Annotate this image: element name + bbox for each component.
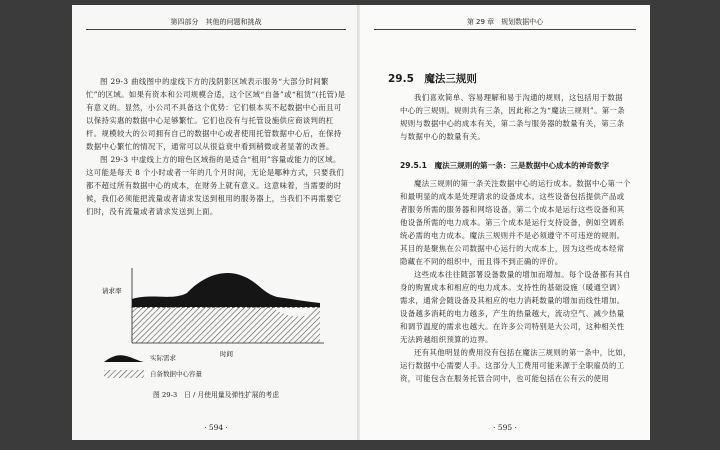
left-page-header: 第四部分 其他的问题和挑战	[86, 15, 346, 30]
demand-capacity-chart	[102, 263, 332, 363]
intro-paragraph: 我们喜欢简单、容易理解和易于沟通的规则，这包括用于数据中心的三规则。规则共有三条，因此称之为“魔法三规则”。第一条规则与数据中心的成本有关，第二条与服务器的数量有关，第三条与数据中心的数量有关。	[400, 93, 625, 141]
left-paragraph-2: 图 29-3 中虚线上方的暗色区域指的是适合“租用”容量或能力的区域。这可能是每天 8 个小时或者一年的几个月时间，无论是哪种方式，只要我们都不超过所有数据中心的成本，在财务上就有意义。这意味着，当需要的时候，我们必须能把流量或者请求发送到租用的服务器上，当我们不再需要它们时，没有流量或者请求发送到上面。	[86, 155, 345, 216]
subsection-title: 29.5.1 魔法三规则的第一条：三是数据中心成本的神奇数字	[400, 161, 610, 170]
right-page-body	[400, 177, 632, 385]
actual-demand-area	[132, 273, 320, 307]
right-paragraph-2: 这些成本往往随部署设备数量的增加而增加。每个设备都有其自身的购置成本和相应的电力成本。支持性的基础设施（暖通空调）需求，通常会随设备及其相应的电力消耗数量的增加而线性增加。设备越多消耗的电力越多，产生的热量越大，流动空气、减少热量和调节温度的需求也越大。在许多公司特别是大公司，这种相关性无法跨越组织预算的边界。	[400, 270, 631, 344]
figure-caption: 图 29-3 日 / 月使用量及弹性扩展的考虑	[153, 391, 279, 399]
demand-swatch	[104, 354, 144, 362]
right-intro	[400, 91, 630, 143]
left-page	[72, 5, 360, 440]
left-page-body	[86, 75, 346, 218]
legend-demand-label: 实际需求	[150, 354, 176, 362]
y-axis-label: 请求率	[102, 287, 122, 295]
legend-item-capacity	[104, 369, 202, 379]
x-axis-label: 时间	[220, 350, 233, 358]
right-paragraph-3: 还有其他明显的费用没有包括在魔法三规则的第一条中，比如，运行数据中心需要人手。这部分人工费用可能来源于全职雇员的工资，可能包含在服务托管合同中，也可能包括在公有云的使用	[400, 348, 631, 383]
right-paragraph-1: 魔法三规则的第一条关注数据中心的运行成本。数据中心第一个和最明显的成本是处理请求的设备成本。这些设备包括提供产品或者服务所需的服务器和网络设备。第二个成本是运行这些设备和其他设备所需的电力成本。第三个成本是运行支持设备，例如空调系统必需的电力成本。魔法三规则并不是必须遵守不可违逆的规则。其目的是聚焦在公司数据中心运行的大成本上，因为这些成本经常隐藏在不同的组织中，而且得不到正确的评价。	[400, 179, 631, 266]
section-title: 29.5 魔法三规则	[388, 73, 477, 85]
legend-capacity-label: 自备数据中心容量	[150, 370, 202, 378]
capacity-swatch	[104, 370, 144, 378]
right-page-header: 第 29 章 规划数据中心	[374, 15, 636, 30]
left-paragraph-1: 图 29-3 曲线图中的虚线下方的浅阴影区域表示服务“大部分时间繁忙”的区域。如果有资本和公司规模合适，这个区域“自备”或“租赁”(托管)是有意义的。显然，小公司不具备这个优势：它们根本买不起数据中心而且可以保持实惠的数据中心足够繁忙。它们也没有与托管设施供应商谈判的杠杆。规模较大的公司拥有自己的数据中心或者使用托管数据中心后，在保持数据中心繁忙的情况下，通常可以从很益衰中看到稍微或者显著的改善。	[86, 77, 346, 151]
right-page-number: · 595 ·	[493, 423, 517, 432]
left-page-number: · 594 ·	[204, 423, 228, 432]
legend-item-demand	[104, 353, 176, 363]
right-page	[360, 5, 650, 440]
